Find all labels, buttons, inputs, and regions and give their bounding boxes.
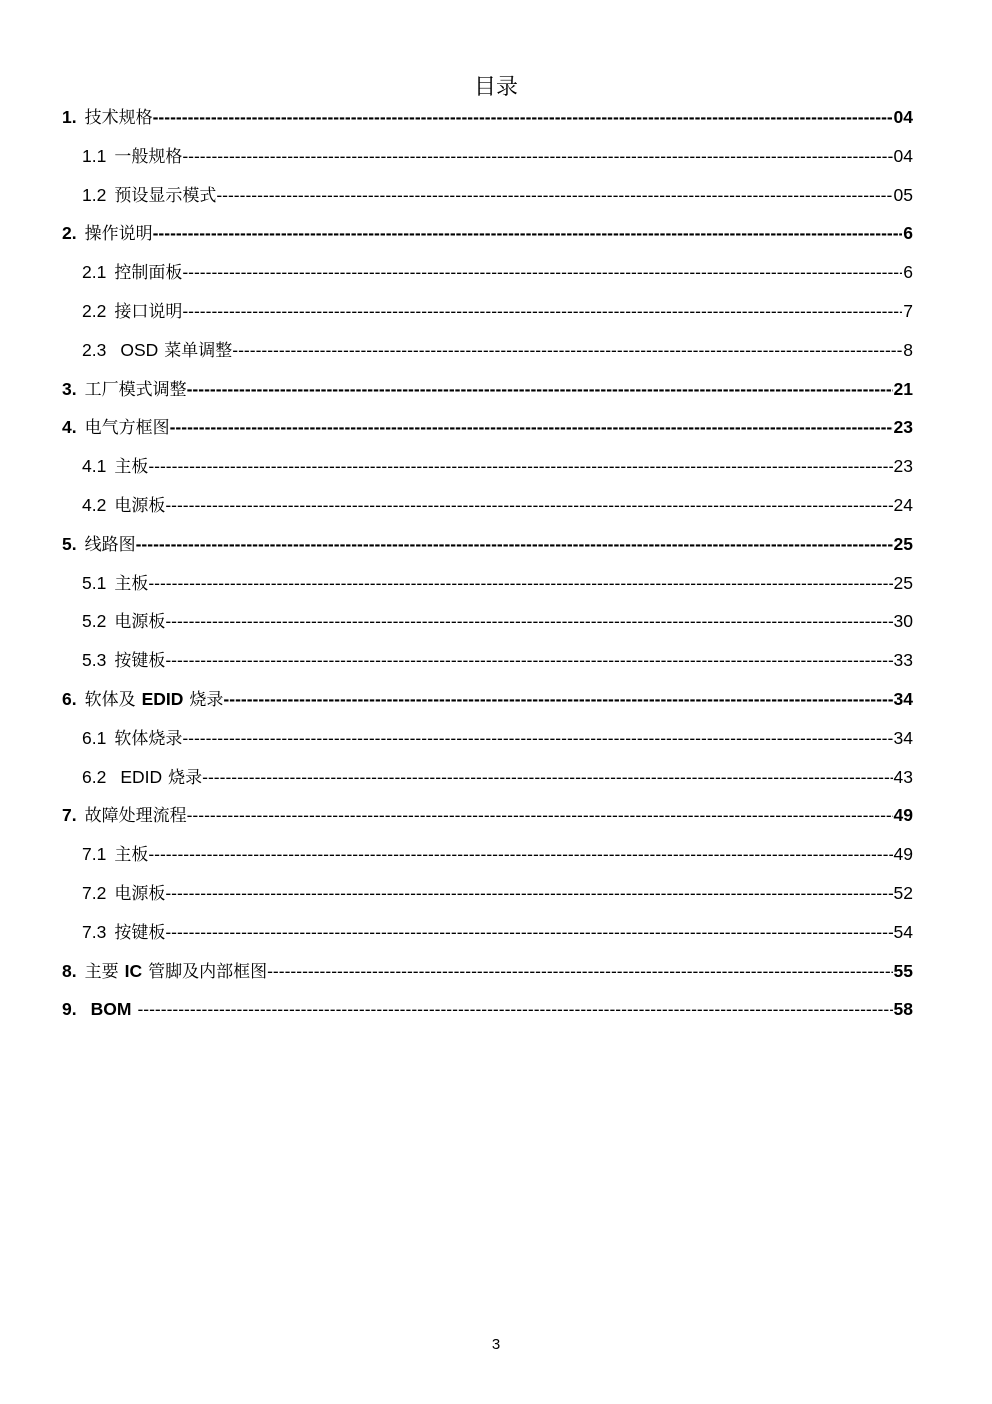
toc-entry-page: 24: [893, 494, 913, 515]
toc-entry-number: 1.1: [82, 145, 107, 166]
toc-entry-title: 控制面板: [114, 263, 183, 284]
toc-entry[interactable]: [62, 447, 913, 486]
page-number: 3: [491, 1336, 501, 1353]
toc-entry-number: 7.: [62, 805, 77, 826]
toc-leader: [216, 176, 892, 215]
toc-entry[interactable]: [62, 370, 913, 409]
toc-entry-page: 04: [893, 145, 913, 166]
toc-leader: [182, 253, 902, 292]
toc-entry-number: 9.: [62, 999, 77, 1020]
toc-leader: [267, 952, 892, 991]
toc-entry-title: 主板: [114, 457, 149, 478]
toc-entry-page: 55: [893, 960, 913, 981]
toc-entry-title: 烧录: [168, 767, 203, 788]
toc-leader: [223, 680, 892, 719]
toc-entry-title: 操作说明: [84, 224, 153, 245]
toc-entry-page: 49: [893, 844, 913, 865]
toc-entry-number: 6.2: [82, 766, 107, 787]
toc-leader: [148, 835, 892, 874]
toc-entry-title: 软体及: [84, 689, 136, 710]
toc-entry-number: 4.1: [82, 456, 107, 477]
toc-entry-page: 52: [893, 882, 913, 903]
toc-entry-number: 7.1: [82, 844, 107, 865]
toc-entry[interactable]: [62, 758, 913, 797]
toc-entry[interactable]: [62, 564, 913, 603]
toc-entry-title: 管脚及内部框图: [148, 961, 268, 982]
toc-entry-page: 6: [903, 262, 913, 283]
toc-entry-title: 按键板: [114, 651, 166, 672]
toc-leader: [136, 525, 893, 564]
toc-entry-page: 7: [903, 300, 913, 321]
toc-leader: [165, 913, 892, 952]
toc-entry-title: 接口说明: [114, 301, 183, 322]
toc-leader: [153, 214, 903, 253]
toc-entry[interactable]: [62, 990, 913, 1029]
toc-entry-number: 2.: [62, 223, 77, 244]
toc-entry[interactable]: [62, 680, 913, 719]
toc-entry-title: IC: [124, 960, 143, 981]
toc-leader: [170, 408, 893, 447]
toc-entry-number: 6.: [62, 688, 77, 709]
toc-entry-number: 3.: [62, 378, 77, 399]
toc-entry-page: 6: [903, 223, 913, 244]
toc-entry-title: 电源板: [114, 495, 166, 516]
toc-entry-title: 技术规格: [84, 108, 153, 128]
toc-leader: [202, 758, 892, 797]
toc-leader: [137, 990, 892, 1029]
toc-entry-page: 34: [893, 727, 913, 748]
toc-entry-page: 54: [893, 921, 913, 942]
toc-leader: [165, 874, 892, 913]
toc-entry-page: 04: [893, 107, 913, 127]
toc-entry-title: 工厂模式调整: [84, 379, 187, 400]
toc-entry-number: 2.2: [82, 300, 107, 321]
toc-entry-number: 1.2: [82, 184, 107, 205]
toc-entry[interactable]: [62, 408, 913, 447]
toc-entry-title: 主要: [84, 961, 119, 982]
toc-entry-title: 电气方框图: [84, 418, 170, 439]
toc-entry-number: 7.2: [82, 882, 107, 903]
toc-entry-number: 4.2: [82, 494, 107, 515]
toc-entry-page: 58: [893, 999, 913, 1020]
toc-entry[interactable]: [62, 98, 913, 137]
toc-entry-title: 主板: [114, 573, 149, 594]
toc-entry-title: 菜单调整: [164, 340, 233, 361]
toc-entry-title: 烧录: [189, 689, 224, 710]
toc-entry-page: 05: [893, 184, 913, 205]
toc-leader: [232, 331, 902, 370]
toc-entry[interactable]: [62, 214, 913, 253]
toc-entry[interactable]: [62, 835, 913, 874]
toc-entry-number: 6.1: [82, 727, 107, 748]
table-of-contents: [62, 98, 913, 1029]
toc-entry[interactable]: [62, 913, 913, 952]
toc-entry-title: BOM: [90, 999, 132, 1020]
toc-entry-title: 线路图: [84, 534, 136, 555]
toc-entry[interactable]: [62, 952, 913, 991]
toc-entry-number: 5.2: [82, 611, 107, 632]
toc-entry[interactable]: [62, 874, 913, 913]
toc-entry-number: 4.: [62, 417, 77, 438]
toc-leader: [165, 602, 892, 641]
toc-entry-title: 软体烧录: [114, 728, 183, 749]
toc-entry-page: 25: [893, 572, 913, 593]
toc-entry-page: 49: [893, 805, 913, 826]
toc-entry[interactable]: [62, 292, 913, 331]
toc-entry-title: 电源板: [114, 883, 166, 904]
toc-entry-number: 7.3: [82, 921, 107, 942]
toc-entry-number: 5.3: [82, 650, 107, 671]
toc-entry[interactable]: [62, 641, 913, 680]
toc-entry-title: 电源板: [114, 612, 166, 633]
toc-entry[interactable]: [62, 602, 913, 641]
toc-entry-number: 1.: [62, 107, 77, 127]
toc-entry-title: 按键板: [114, 922, 166, 943]
toc-entry-page: 43: [893, 766, 913, 787]
toc-title: 目录: [473, 75, 518, 100]
toc-entry-title: 预设显示模式: [114, 185, 217, 206]
toc-leader: [182, 137, 892, 176]
toc-entry-page: 8: [903, 339, 913, 360]
toc-entry[interactable]: [62, 486, 913, 525]
toc-leader: [182, 292, 902, 331]
toc-entry-title: OSD: [120, 339, 159, 360]
toc-leader: [187, 370, 893, 409]
toc-entry[interactable]: [62, 796, 913, 835]
toc-entry-page: 21: [893, 378, 913, 399]
toc-entry-number: 5.1: [82, 572, 107, 593]
toc-leader: [187, 796, 893, 835]
toc-entry[interactable]: [62, 331, 913, 370]
toc-entry-page: 23: [893, 456, 913, 477]
toc-entry[interactable]: [62, 176, 913, 215]
toc-leader: [148, 564, 892, 603]
toc-entry-title: 一般规格: [114, 146, 183, 167]
toc-entry-page: 34: [893, 688, 913, 709]
toc-leader: [153, 98, 893, 137]
toc-entry-page: 23: [893, 417, 913, 438]
toc-entry-page: 25: [893, 533, 913, 554]
toc-entry-title: 主板: [114, 845, 149, 866]
toc-entry[interactable]: [62, 253, 913, 292]
toc-entry[interactable]: [62, 719, 913, 758]
toc-entry[interactable]: [62, 137, 913, 176]
toc-leader: [165, 486, 892, 525]
toc-entry-number: 5.: [62, 533, 77, 554]
toc-entry-title: EDID: [141, 688, 184, 709]
toc-leader: [148, 447, 892, 486]
toc-leader: [165, 641, 892, 680]
toc-entry-number: 2.3: [82, 339, 107, 360]
toc-entry-title: EDID: [120, 766, 163, 787]
toc-leader: [182, 719, 892, 758]
toc-entry[interactable]: [62, 525, 913, 564]
toc-entry-number: 2.1: [82, 262, 107, 283]
toc-entry-page: 33: [893, 650, 913, 671]
toc-entry-title: 故障处理流程: [84, 806, 187, 827]
toc-entry-number: 8.: [62, 960, 77, 981]
toc-entry-page: 30: [893, 611, 913, 632]
